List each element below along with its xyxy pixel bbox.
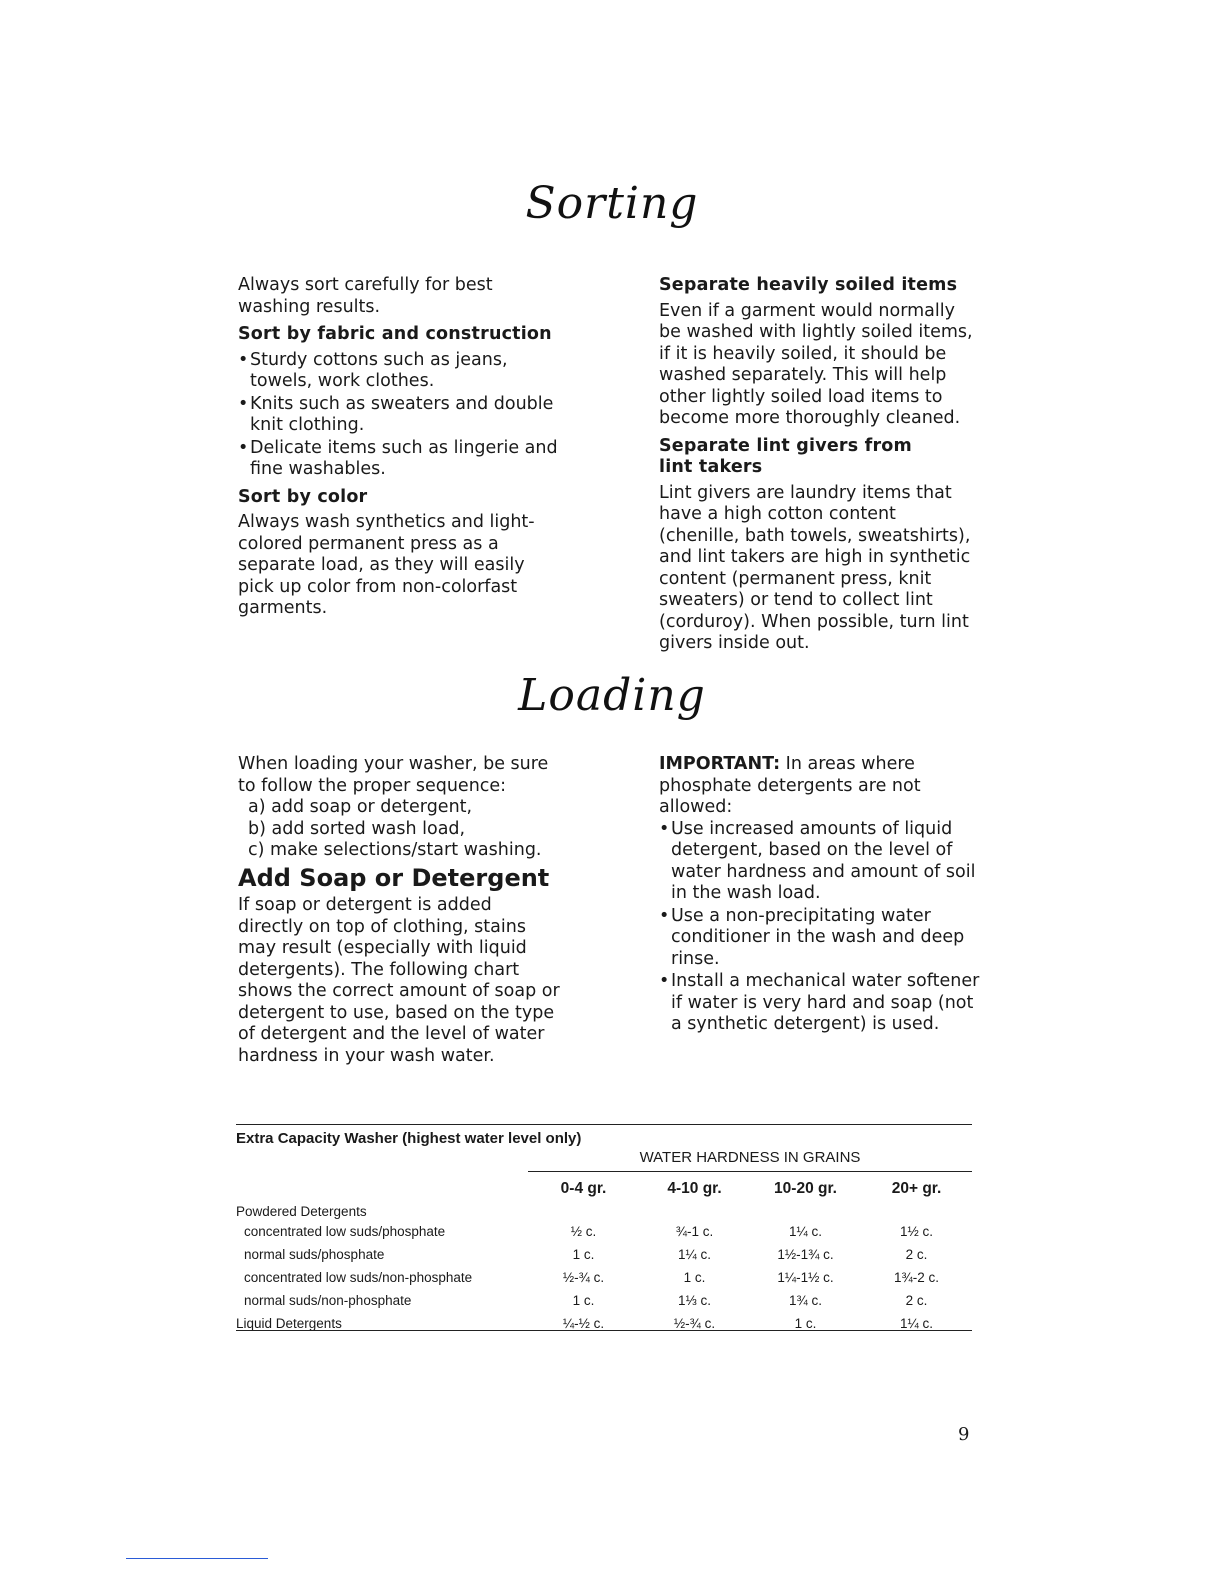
- table-cell: 1¼ c.: [677, 1247, 712, 1262]
- table-cell: 2 c.: [905, 1247, 928, 1262]
- loading-title: Loading: [518, 670, 706, 721]
- sorting-left-column: [238, 275, 568, 626]
- row-label: Liquid Detergents: [236, 1316, 342, 1331]
- loading-left-column: [238, 754, 568, 1073]
- soiled-heading: Separate heavily soiled items: [659, 275, 958, 295]
- column-header: 10-20 gr.: [774, 1180, 837, 1197]
- sorting-right-column: [659, 275, 979, 661]
- table-cell: ¾-1 c.: [675, 1224, 714, 1239]
- soap-text: If soap or detergent is added directly on top of clothing, stains may result (especially with liquid detergents). The following chart shows the correct amount of soap or detergent to use, based on the type of detergent and the level of water hardness in your wash water.: [238, 895, 560, 1066]
- table-cell: ¼-½ c.: [562, 1316, 605, 1331]
- row-label: concentrated low suds/phosphate: [244, 1224, 446, 1239]
- list-item: • Sturdy cottons such as jeans, towels, work clothes.: [238, 349, 508, 391]
- table-cell: 1¼ c.: [788, 1224, 823, 1239]
- row-label: concentrated low suds/non-phosphate: [244, 1270, 473, 1285]
- list-item: • Knits such as sweaters and double knit clothing.: [238, 393, 554, 435]
- sequence-step: a) add soap or detergent,: [248, 797, 473, 817]
- column-header: 0-4 gr.: [560, 1180, 607, 1197]
- table-cell: ½ c.: [570, 1224, 597, 1239]
- loading-intro: When loading your washer, be sure to follow the proper sequence:: [238, 754, 549, 796]
- table-row: [236, 1266, 972, 1289]
- lint-text: Lint givers are laundry items that have a high cotton content (chenille, bath towels, sweatshirts), and lint takers are high in synthetic content (permanent press, knit sweaters) or tend to collect lint (corduroy). When possible, turn lint givers inside out.: [659, 482, 971, 653]
- row-label: normal suds/phosphate: [244, 1247, 385, 1262]
- group-label: Powdered Detergents: [236, 1203, 367, 1219]
- table-cell: 1 c.: [794, 1316, 817, 1331]
- fabric-heading: Sort by fabric and construction: [238, 324, 552, 344]
- table-row: [236, 1312, 972, 1335]
- table-cell: 1 c.: [572, 1247, 595, 1262]
- sorting-title: Sorting: [525, 178, 699, 229]
- important-label: IMPORTANT:: [659, 754, 781, 774]
- loading-sequence: [238, 797, 568, 862]
- table-cell: 1 c.: [572, 1293, 595, 1308]
- table-header-row: [236, 1176, 972, 1202]
- table-cell: 1½ c.: [899, 1224, 934, 1239]
- row-label: normal suds/non-phosphate: [244, 1293, 412, 1308]
- sequence-step: b) add sorted wash load,: [248, 818, 466, 839]
- table-cell: 1¼ c.: [899, 1316, 934, 1331]
- column-header: 4-10 gr.: [667, 1180, 722, 1197]
- list-item: • Delicate items such as lingerie and fine washables.: [238, 437, 558, 479]
- chart-title: Extra Capacity Washer (highest water level only): [236, 1130, 582, 1147]
- table-cell: 1 c.: [683, 1270, 706, 1285]
- detergent-table: [236, 1176, 972, 1335]
- table-group-row: [236, 1202, 972, 1220]
- table-cell: 1½-1¾ c.: [777, 1247, 834, 1262]
- table-cell: 1¾-2 c.: [893, 1270, 940, 1285]
- color-heading: Sort by color: [238, 486, 368, 507]
- lint-heading: Separate lint givers from lint takers: [659, 435, 912, 477]
- important-list: [659, 819, 981, 1036]
- sequence-step: c) make selections/start washing.: [248, 840, 542, 860]
- table-cell: ½-¾ c.: [673, 1316, 716, 1331]
- page-number: 9: [958, 1424, 970, 1445]
- list-item: • Install a mechanical water softener if water is very hard and soap (not a synthetic detergent) is used.: [659, 971, 980, 1034]
- soiled-text: Even if a garment would normally be washed with lightly soiled items, if it is heavily soiled, it should be washed separately. This will help other lightly soiled load items to become more thoroughly cleaned.: [659, 300, 973, 428]
- column-header: 20+ gr.: [891, 1180, 942, 1197]
- table-row: [236, 1220, 972, 1243]
- detergent-chart: [236, 1124, 972, 1331]
- important-text: In areas where phosphate detergents are not allowed:: [659, 754, 921, 817]
- soap-heading: Add Soap or Detergent: [238, 863, 550, 892]
- table-cell: 1¾ c.: [788, 1293, 823, 1308]
- table-cell: 1¼-1½ c.: [777, 1270, 834, 1285]
- important-note: [659, 754, 981, 819]
- table-cell: 2 c.: [905, 1293, 928, 1308]
- footer-rule: [126, 1558, 268, 1559]
- list-item: • Use increased amounts of liquid detergent, based on the level of water hardness and amount of soil in the wash load.: [659, 818, 976, 903]
- table-cell: ½-¾ c.: [562, 1270, 605, 1285]
- table-row: [236, 1289, 972, 1312]
- loading-right-column: [659, 754, 981, 1042]
- color-text: Always wash synthetics and light-colored permanent press as a separate load, as they will easily pick up color from non-colorfast garments.: [238, 512, 535, 618]
- list-item: • Use a non-precipitating water conditioner in the wash and deep rinse.: [659, 905, 965, 969]
- sorting-intro: Always sort carefully for best washing results.: [238, 275, 493, 317]
- table-row: [236, 1243, 972, 1266]
- fabric-list: [238, 350, 568, 481]
- table-cell: 1⅓ c.: [677, 1293, 712, 1308]
- hardness-label: WATER HARDNESS IN GRAINS: [639, 1149, 861, 1166]
